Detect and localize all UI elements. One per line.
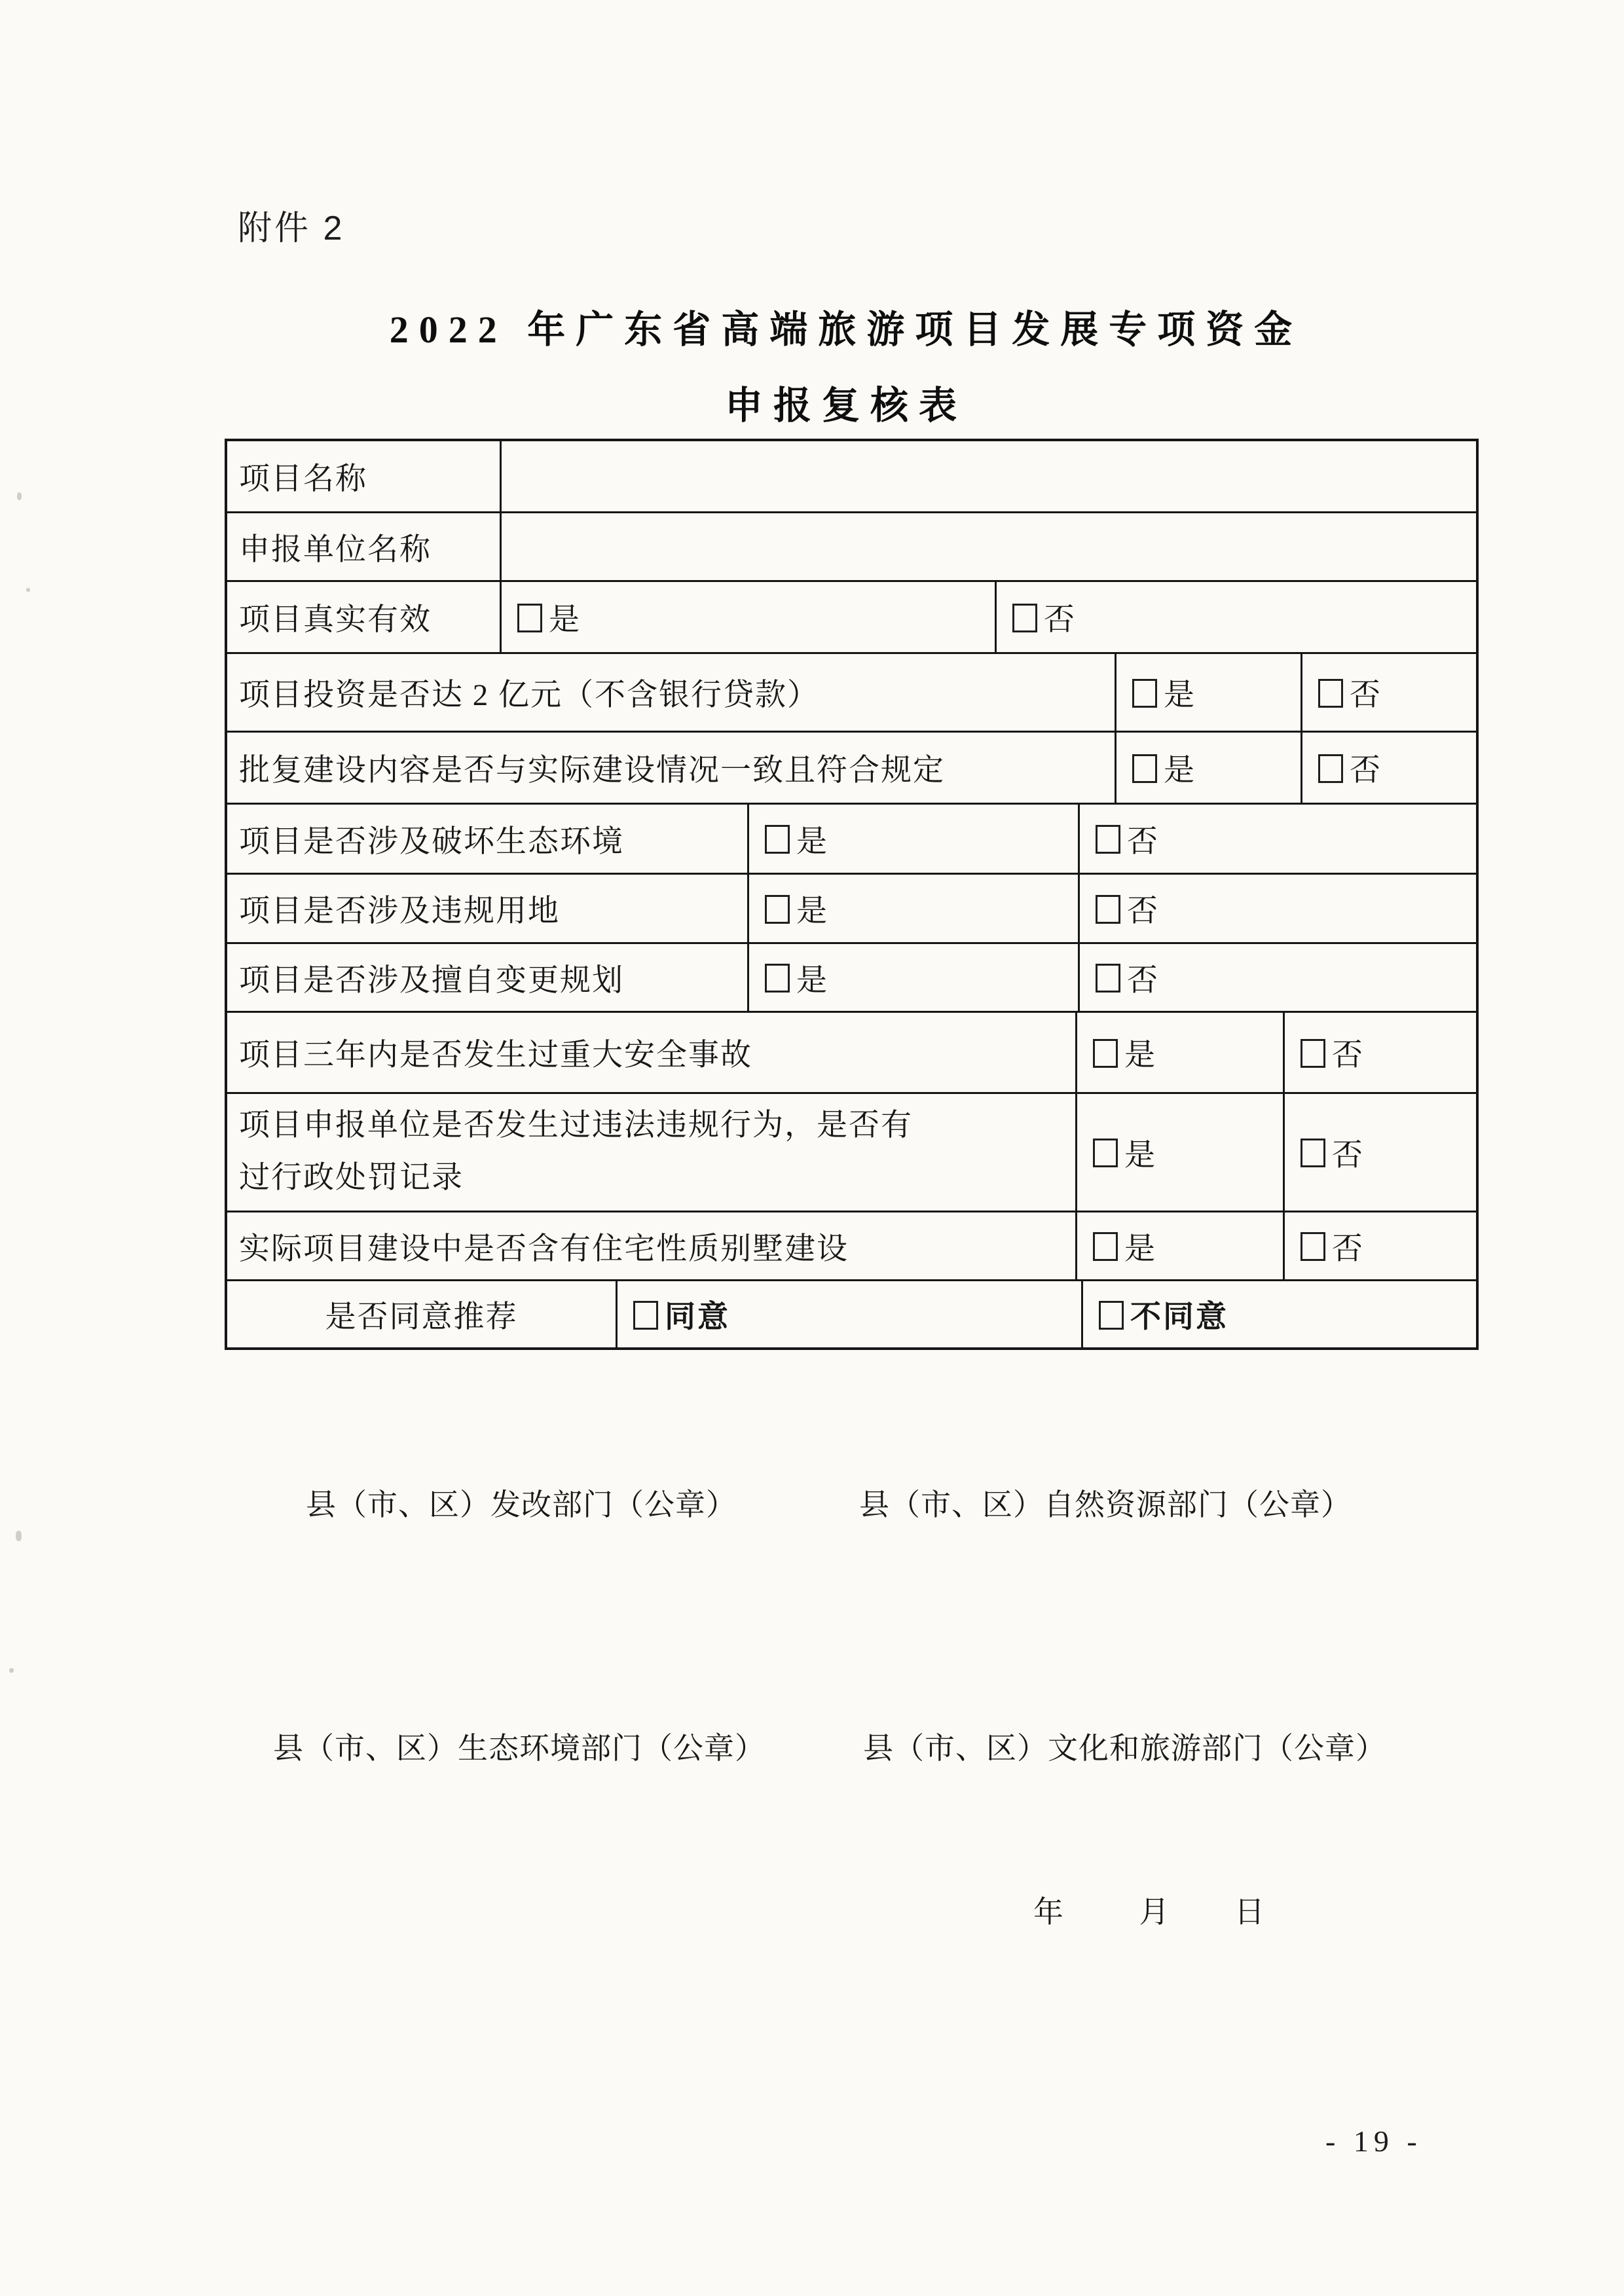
- table-row-safety-accident: [227, 1013, 1476, 1094]
- table-row-plan-change: [227, 944, 1476, 1013]
- recommendation-disagree-cell: [1083, 1281, 1476, 1347]
- recommendation-disagree-checkbox[interactable]: [1099, 1301, 1124, 1330]
- recommendation-agree-label: 同意: [665, 1300, 730, 1334]
- scan-speck: [26, 588, 30, 592]
- villa-construction-no-cell: [1285, 1212, 1476, 1279]
- plan-change-label-cell: [227, 944, 749, 1011]
- villa-construction-label-cell: [227, 1212, 1077, 1279]
- violation-record-no-label: 否: [1332, 1138, 1364, 1173]
- applicant-name-value-cell[interactable]: [502, 513, 1476, 580]
- illegal-land-yes-label: 是: [796, 894, 828, 928]
- date-line: [1033, 1888, 1264, 1931]
- table-row-investment: [227, 654, 1476, 733]
- project-valid-no-checkbox[interactable]: [1012, 604, 1037, 632]
- safety-accident-label-cell: [227, 1013, 1077, 1092]
- applicant-name-label: 申报单位名称: [239, 532, 432, 567]
- table-row-villa-construction: [227, 1212, 1476, 1281]
- approval-consistent-yes-checkbox[interactable]: [1132, 754, 1157, 783]
- plan-change-yes-cell: [749, 944, 1080, 1011]
- violation-record-yes-label: 是: [1124, 1138, 1156, 1173]
- illegal-land-label: 项目是否涉及违规用地: [239, 894, 560, 928]
- table-row-violation-record: [227, 1094, 1476, 1212]
- table-row-recommendation: [227, 1281, 1476, 1347]
- violation-record-label-line2: 过行政处罚记录: [239, 1161, 464, 1195]
- project-valid-no-cell: [997, 582, 1476, 652]
- recommendation-label: 是否同意推荐: [325, 1300, 518, 1334]
- villa-construction-yes-cell: [1077, 1212, 1285, 1279]
- recommendation-agree-cell: [618, 1281, 1083, 1347]
- plan-change-no-checkbox[interactable]: [1096, 964, 1120, 993]
- eco-damage-yes-checkbox[interactable]: [765, 825, 790, 854]
- violation-record-yes-cell: [1077, 1094, 1285, 1211]
- signature-eco-environment: 县（市、区）生态环境部门（公章）: [273, 1732, 766, 1765]
- plan-change-yes-checkbox[interactable]: [765, 964, 790, 993]
- table-row-project-valid: [227, 582, 1476, 654]
- approval-consistent-no-cell: [1302, 733, 1476, 803]
- safety-accident-yes-checkbox[interactable]: [1093, 1039, 1118, 1068]
- plan-change-label: 项目是否涉及擅自变更规划: [239, 963, 624, 998]
- approval-consistent-label-cell: [227, 733, 1116, 803]
- recommendation-agree-checkbox[interactable]: [633, 1301, 658, 1330]
- villa-construction-label: 实际项目建设中是否含有住宅性质别墅建设: [239, 1231, 849, 1266]
- signature-natural-resources: 县（市、区）自然资源部门（公章）: [859, 1488, 1352, 1522]
- illegal-land-yes-checkbox[interactable]: [765, 895, 790, 924]
- applicant-name-label-cell: [227, 513, 502, 580]
- project-valid-label-cell: [227, 582, 502, 652]
- approval-consistent-no-checkbox[interactable]: [1318, 754, 1343, 783]
- investment-label-cell: [227, 654, 1116, 731]
- plan-change-no-label: 否: [1127, 963, 1159, 998]
- signature-culture-tourism: 县（市、区）文化和旅游部门（公章）: [863, 1732, 1386, 1765]
- approval-consistent-no-label: 否: [1350, 754, 1382, 788]
- document-title-line2: 申报复核表: [724, 384, 968, 427]
- signature-dev-reform: 县（市、区）发改部门（公章）: [306, 1488, 737, 1522]
- villa-construction-yes-label: 是: [1124, 1231, 1156, 1266]
- project-name-label: 项目名称: [239, 462, 367, 496]
- approval-consistent-label: 批复建设内容是否与实际建设情况一致且符合规定: [239, 754, 945, 788]
- document-title-line1: 2022 年广东省高端旅游项目发展专项资金: [389, 308, 1303, 351]
- review-form-table: [225, 439, 1479, 1350]
- investment-yes-checkbox[interactable]: [1132, 679, 1157, 708]
- project-name-value-cell[interactable]: [502, 441, 1476, 511]
- plan-change-yes-label: 是: [796, 963, 828, 998]
- illegal-land-yes-cell: [749, 875, 1080, 942]
- villa-construction-no-checkbox[interactable]: [1301, 1232, 1325, 1261]
- date-year-label: 年: [1033, 1895, 1063, 1929]
- investment-no-checkbox[interactable]: [1318, 679, 1343, 708]
- recommendation-disagree-label: 不同意: [1130, 1300, 1228, 1334]
- safety-accident-no-checkbox[interactable]: [1301, 1039, 1325, 1068]
- illegal-land-no-cell: [1080, 875, 1476, 942]
- violation-record-no-checkbox[interactable]: [1301, 1139, 1325, 1167]
- violation-record-no-cell: [1285, 1094, 1476, 1211]
- scan-speck: [17, 492, 22, 500]
- project-valid-yes-label: 是: [549, 603, 581, 637]
- eco-damage-yes-label: 是: [796, 824, 828, 859]
- date-month-label: 月: [1139, 1895, 1170, 1929]
- eco-damage-label-cell: [227, 805, 749, 873]
- eco-damage-no-checkbox[interactable]: [1096, 825, 1120, 854]
- project-valid-yes-checkbox[interactable]: [517, 604, 542, 632]
- plan-change-no-cell: [1080, 944, 1476, 1011]
- table-row-project-name: [227, 441, 1476, 513]
- safety-accident-label: 项目三年内是否发生过重大安全事故: [239, 1038, 752, 1072]
- violation-record-yes-checkbox[interactable]: [1093, 1139, 1118, 1167]
- safety-accident-no-cell: [1285, 1013, 1476, 1092]
- scan-speck: [16, 1531, 22, 1541]
- villa-construction-no-label: 否: [1332, 1231, 1364, 1266]
- illegal-land-no-label: 否: [1127, 894, 1159, 928]
- table-row-approval-consistent: [227, 733, 1476, 805]
- project-name-label-cell: [227, 441, 502, 511]
- table-row-applicant-name: [227, 513, 1476, 582]
- attachment-label: 附件 2: [238, 210, 345, 247]
- table-row-eco-damage: [227, 805, 1476, 875]
- project-valid-no-label: 否: [1044, 603, 1076, 637]
- page-number: - 19 -: [1325, 2124, 1422, 2158]
- approval-consistent-yes-cell: [1116, 733, 1302, 803]
- approval-consistent-yes-label: 是: [1164, 754, 1196, 788]
- scan-speck: [9, 1668, 14, 1673]
- violation-record-label-line1: 项目申报单位是否发生过违法违规行为，是否有: [239, 1108, 913, 1143]
- investment-label: 项目投资是否达 2 亿元（不含银行贷款）: [239, 678, 819, 712]
- eco-damage-yes-cell: [749, 805, 1080, 873]
- safety-accident-yes-label: 是: [1124, 1038, 1156, 1072]
- violation-record-label-cell: [227, 1094, 1077, 1211]
- safety-accident-yes-cell: [1077, 1013, 1285, 1092]
- table-row-illegal-land: [227, 875, 1476, 944]
- eco-damage-label: 项目是否涉及破坏生态环境: [239, 824, 624, 859]
- villa-construction-yes-checkbox[interactable]: [1093, 1232, 1118, 1261]
- illegal-land-no-checkbox[interactable]: [1096, 895, 1120, 924]
- project-valid-yes-cell: [502, 582, 997, 652]
- date-day-label: 日: [1234, 1895, 1264, 1929]
- investment-no-cell: [1302, 654, 1476, 731]
- eco-damage-no-cell: [1080, 805, 1476, 873]
- investment-yes-cell: [1116, 654, 1302, 731]
- illegal-land-label-cell: [227, 875, 749, 942]
- safety-accident-no-label: 否: [1332, 1038, 1364, 1072]
- investment-no-label: 否: [1350, 678, 1382, 712]
- eco-damage-no-label: 否: [1127, 824, 1159, 859]
- investment-yes-label: 是: [1164, 678, 1196, 712]
- project-valid-label: 项目真实有效: [239, 603, 432, 637]
- recommendation-label-cell: [227, 1281, 618, 1347]
